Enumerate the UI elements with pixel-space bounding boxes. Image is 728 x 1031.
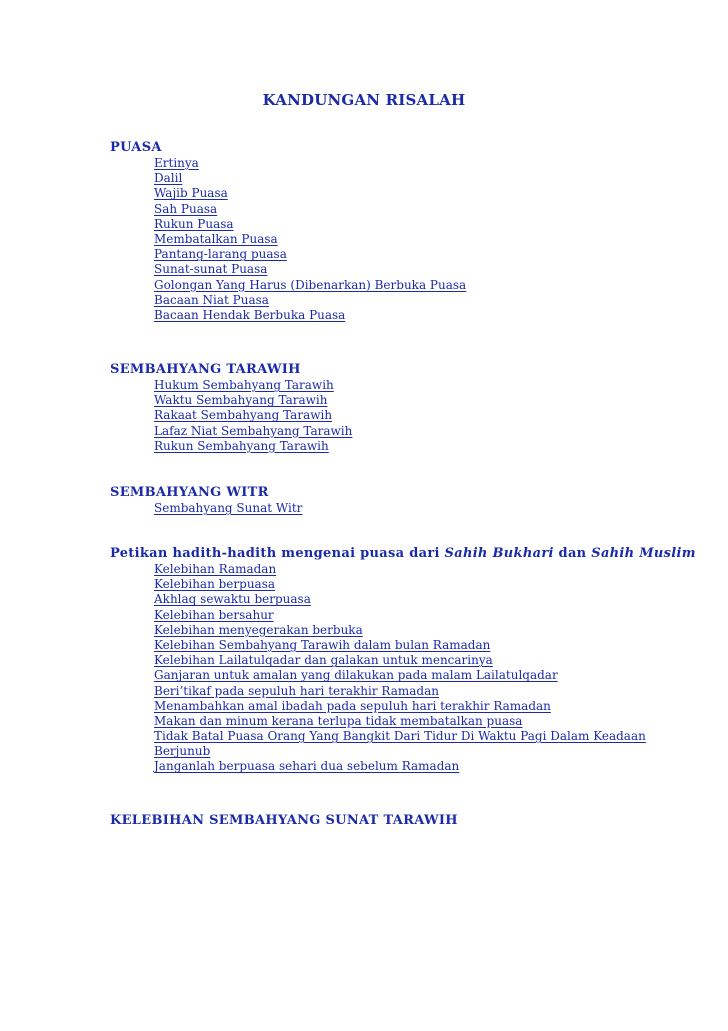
heading-text: dan [553,546,592,561]
toc-link-pantang-larang[interactable]: Pantang-larang puasa [154,247,287,262]
toc-link-makan-minum-terlupa[interactable]: Makan dan minum kerana terlupa tidak membatalkan puasa [154,713,523,728]
toc-list [110,378,710,454]
heading-book-muslim: Sahih Muslim [591,546,696,561]
toc-item [154,729,710,744]
toc-item [154,623,710,638]
toc-item [154,668,710,683]
toc-link-wajib-puasa[interactable]: Wajib Puasa [154,186,228,201]
toc-link-kelebihan-lailatulqadar[interactable]: Kelebihan Lailatulqadar dan galakan untuk mencarinya [154,653,493,668]
toc-item [154,684,710,699]
section-puasa [110,140,710,323]
toc-item [154,744,710,759]
toc-link-rukun-puasa[interactable]: Rukun Puasa [154,216,234,231]
toc-item [154,232,710,247]
toc-link-akhlaq-berpuasa[interactable]: Akhlaq sewaktu berpuasa [154,592,311,607]
toc-item [154,424,710,439]
toc-item [154,638,710,653]
toc-link-lafaz-niat-tarawih[interactable]: Lafaz Niat Sembahyang Tarawih [154,423,353,438]
toc-item [154,439,710,454]
toc-item [154,759,710,774]
toc-item [154,186,710,201]
toc-item [154,408,710,423]
toc-item [154,577,710,592]
toc-link-rakaat-tarawih[interactable]: Rakaat Sembahyang Tarawih [154,408,333,423]
toc-link-kelebihan-ramadan[interactable]: Kelebihan Ramadan [154,562,277,576]
heading-book-bukhari: Sahih Bukhari [444,546,554,561]
section-heading: SEMBAHYANG TARAWIH [110,362,301,377]
toc-item [154,171,710,186]
heading-text: Petikan hadith-hadith mengenai puasa dari [110,546,445,561]
section-heading: KELEBIHAN SEMBAHYANG SUNAT TARAWIH [110,813,458,828]
toc-item [154,653,710,668]
toc-item [154,217,710,232]
toc-item [154,156,710,171]
toc-item [154,608,710,623]
toc-link-bacaan-niat-puasa[interactable]: Bacaan Niat Puasa [154,292,269,307]
toc-item [154,562,710,577]
section-sembahyang-tarawih [110,362,710,454]
toc-link-menambahkan-amal[interactable]: Menambahkan amal ibadah pada sepuluh hari terakhir Ramadan [154,698,551,713]
section-sembahyang-witr [110,485,710,516]
section-heading: PUASA [110,140,162,155]
toc-item [154,308,710,323]
toc-link-membatalkan-puasa[interactable]: Membatalkan Puasa [154,231,278,246]
document-title: KANDUNGAN RISALAH [262,91,466,109]
section-heading [110,546,710,562]
toc-item [154,278,710,293]
toc-item [154,247,710,262]
toc-link-rukun-tarawih[interactable]: Rukun Sembahyang Tarawih [154,438,329,453]
toc-link-dalil[interactable]: Dalil [154,171,183,186]
toc-link-beritikaf[interactable]: Beri’tikaf pada sepuluh hari terakhir Ramadan [154,683,439,698]
section-petikan-hadith [110,546,710,775]
toc-link-kelebihan-berpuasa[interactable]: Kelebihan berpuasa [154,577,276,592]
toc-item [154,202,710,217]
toc-link-sunat-sunat-puasa[interactable]: Sunat-sunat Puasa [154,262,268,277]
toc-link-waktu-tarawih[interactable]: Waktu Sembahyang Tarawih [154,393,328,408]
section-kelebihan-tarawih [110,813,710,829]
toc-link-ertinya[interactable]: Ertinya [154,156,199,170]
toc-link-tidak-batal-puasa[interactable]: Tidak Batal Puasa Orang Yang Bangkit Dari Tidur Di Waktu Pagi Dalam Keadaan [154,729,646,744]
section-heading: SEMBAHYANG WITR [110,485,269,500]
toc-link-kelebihan-bersahur[interactable]: Kelebihan bersahur [154,607,274,622]
toc-item [154,592,710,607]
toc-item [154,378,710,393]
toc-link-sah-puasa[interactable]: Sah Puasa [154,201,218,216]
toc-item [154,293,710,308]
toc-list [110,562,710,775]
toc-item [154,699,710,714]
toc-item [154,262,710,277]
toc-link-menyegerakan-berbuka[interactable]: Kelebihan menyegerakan berbuka [154,622,363,637]
toc-link-berjunub[interactable]: Berjunub [154,744,211,759]
toc-link-golongan-yang-harus[interactable]: Golongan Yang Harus (Dibenarkan) Berbuka Puasa [154,277,467,292]
toc-list [110,501,710,516]
toc-list [110,156,710,323]
toc-link-bacaan-berbuka[interactable]: Bacaan Hendak Berbuka Puasa [154,307,346,322]
toc-item [154,501,710,516]
toc-item [154,393,710,408]
toc-link-sunat-witr[interactable]: Sembahyang Sunat Witr [154,501,303,515]
toc-link-ganjaran-lailatulqadar[interactable]: Ganjaran untuk amalan yang dilakukan pada malam Lailatulqadar [154,668,558,683]
toc-link-kelebihan-tarawih-ramadan[interactable]: Kelebihan Sembahyang Tarawih dalam bulan Ramadan [154,637,491,652]
toc-item [154,714,710,729]
toc-link-janganlah-berpuasa[interactable]: Janganlah berpuasa sehari dua sebelum Ramadan [154,759,460,774]
toc-link-hukum-tarawih[interactable]: Hukum Sembahyang Tarawih [154,378,334,392]
